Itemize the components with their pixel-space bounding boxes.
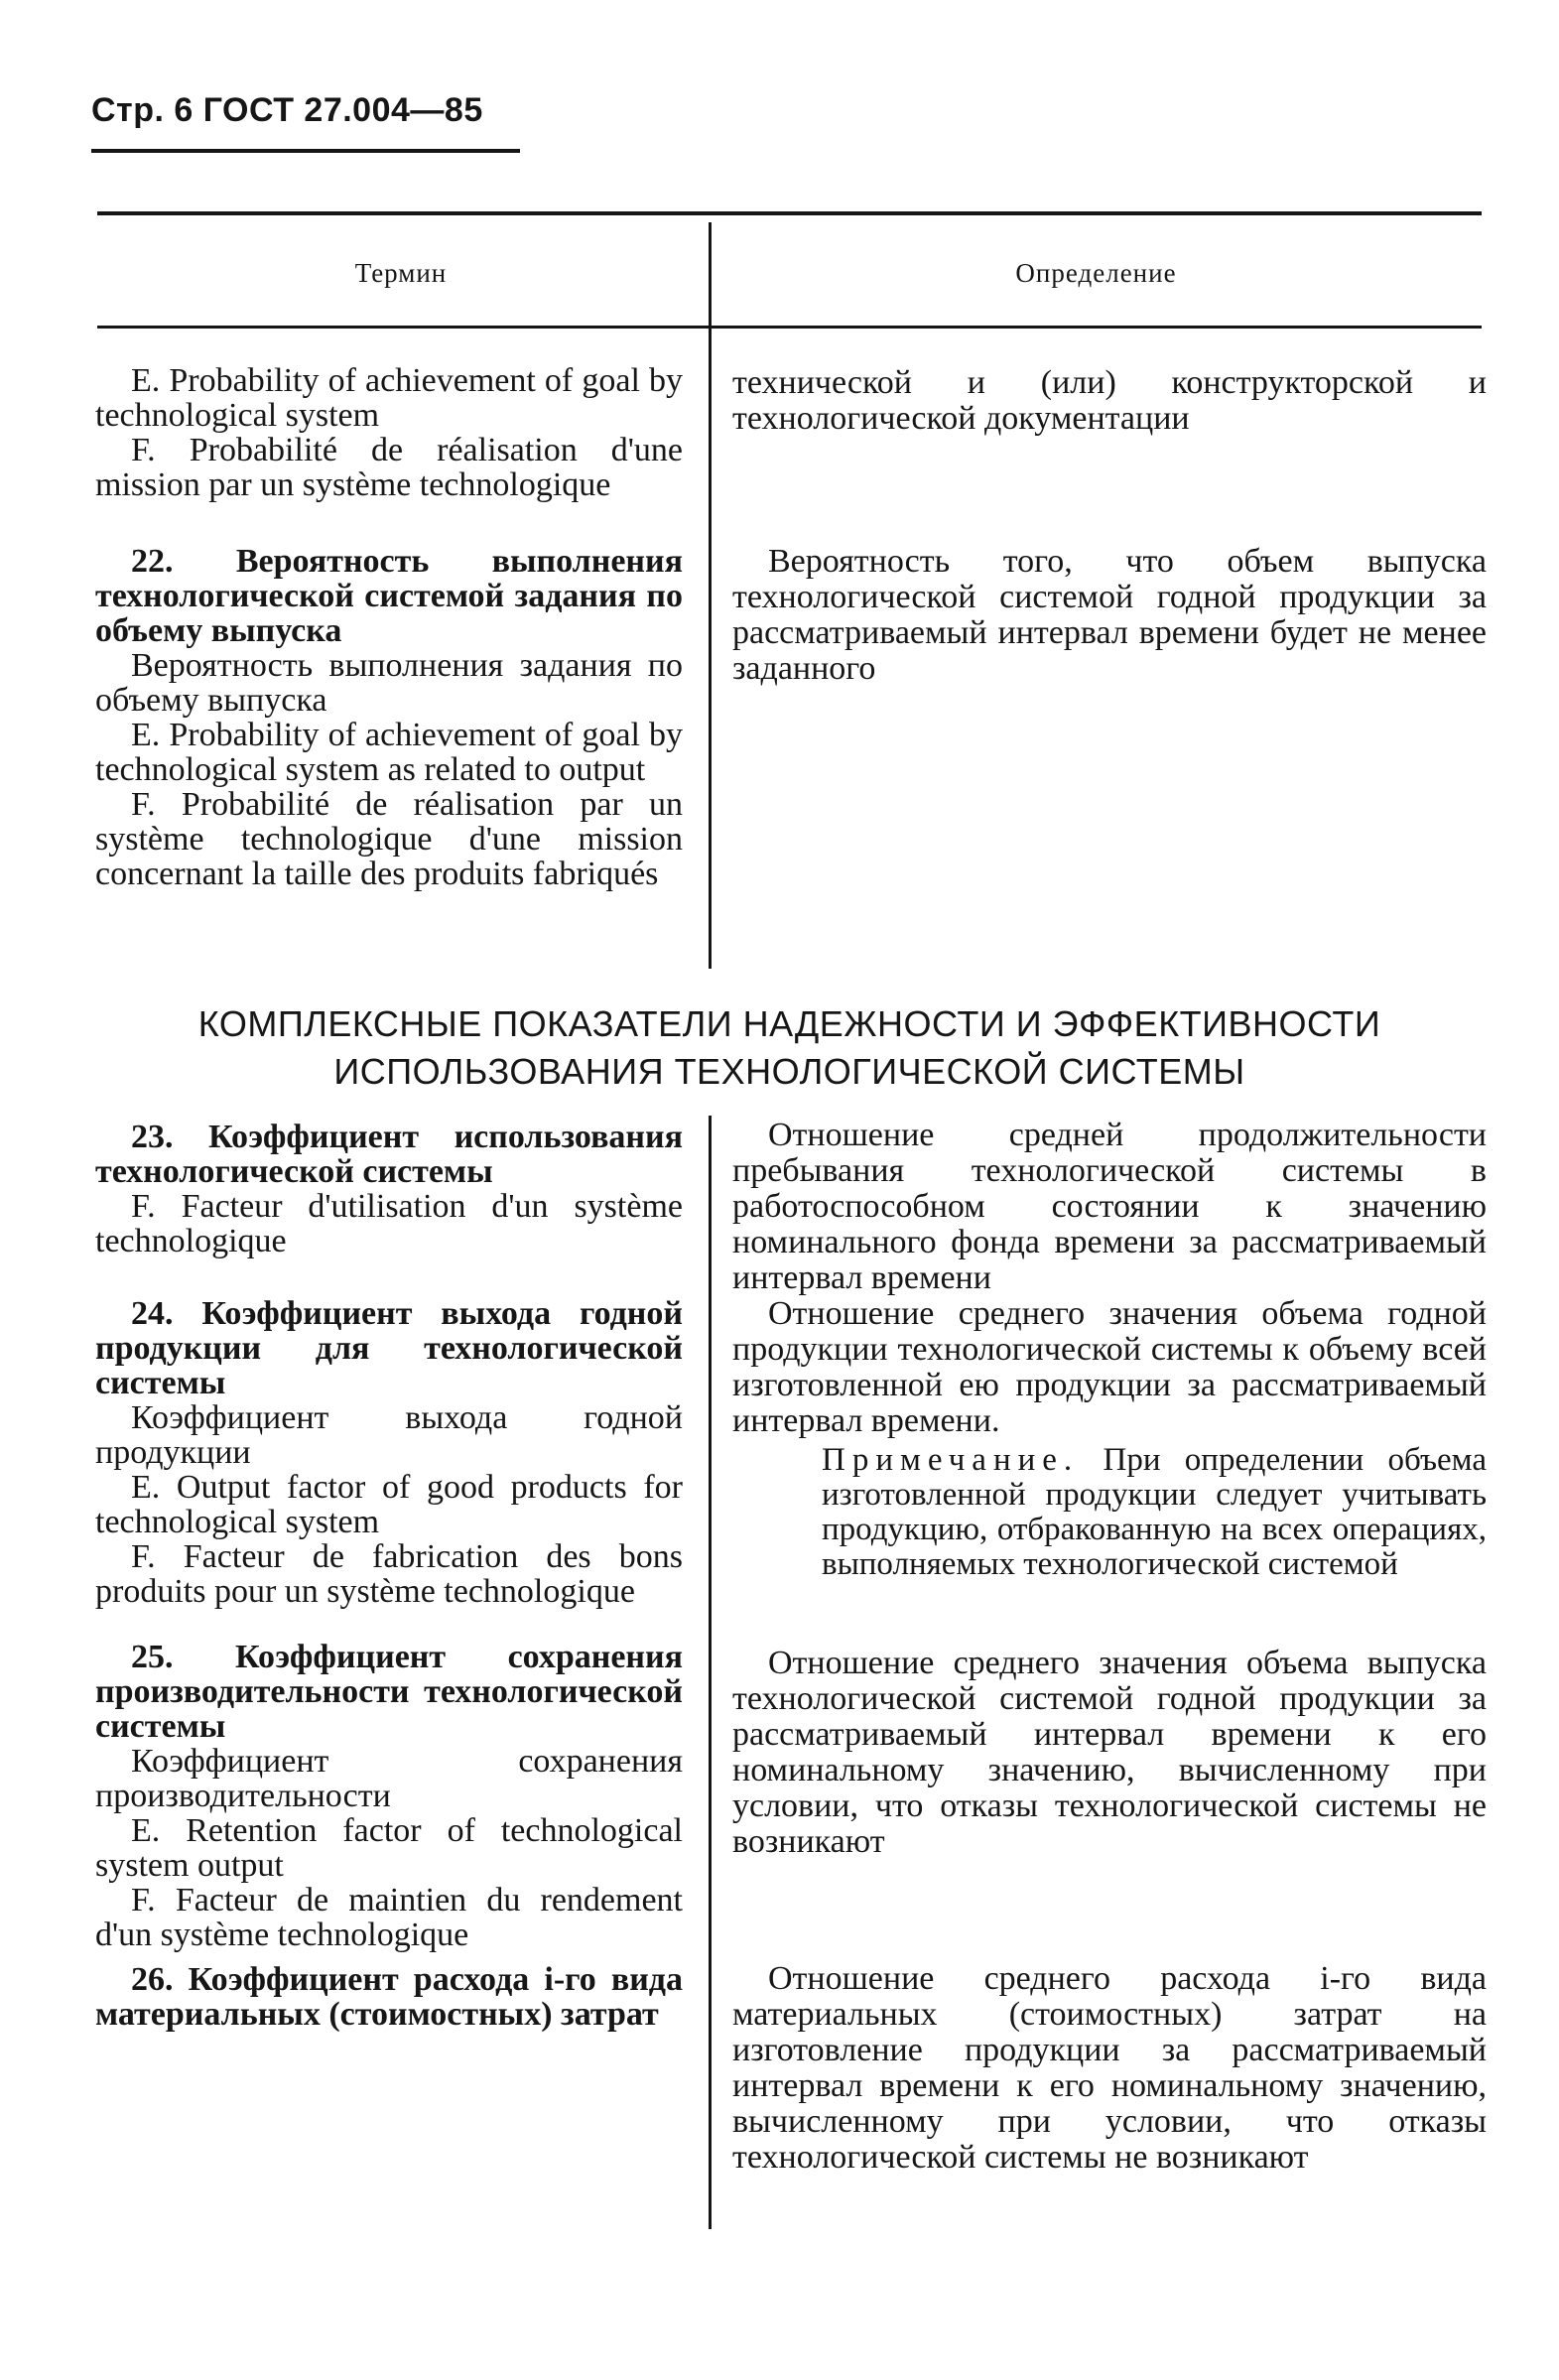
- section-heading: [97, 1000, 1482, 1096]
- block1-right: [732, 365, 1487, 437]
- block1-french: F. Probabilité de réalisation d'une mission par un système technologique: [95, 432, 683, 503]
- term-25-title: 25. Коэффициент сохранения производительности технологической системы: [95, 1639, 683, 1745]
- block1-english: E. Probability of achievement of goal by technological system: [95, 362, 683, 434]
- term-22-definition-block: [732, 544, 1487, 687]
- block1-definition-tail: технической и (или) конструкторской и технологической документации: [732, 364, 1487, 437]
- header-underline: [91, 149, 520, 153]
- term-26-definition: Отношение среднего расхода i-го вида материальных (стоимостных) затрат на изготовление продукции за рассматриваемый интервал времени к его номинальному значению, вычисленному при условии, что отказы технологической системы не возникают: [732, 1960, 1487, 2176]
- term-26: [95, 1962, 683, 2032]
- term-24-note: [732, 1443, 1487, 1582]
- term-24-title: 24. Коэффициент выхода годной продукции для технологической системы: [95, 1295, 683, 1401]
- term-23-title: 23. Коэффициент использования технологической системы: [95, 1119, 683, 1190]
- term-24-definition-block: [732, 1296, 1487, 1582]
- term-26-definition-block: [732, 1961, 1487, 2176]
- term-23-definition-block: [732, 1118, 1487, 1296]
- term-23: [95, 1120, 683, 1258]
- column-divider-top: [709, 222, 712, 969]
- term-22: [95, 544, 683, 891]
- table-top-rule: [97, 211, 1482, 215]
- term-24-synonym: Коэффициент выхода годной продукции: [95, 1399, 683, 1471]
- term-25-french: F. Facteur de maintien du rendement d'un système technologique: [95, 1882, 683, 1953]
- term-24: [95, 1296, 683, 1609]
- term-25-synonym: Коэффициент сохранения производительности: [95, 1743, 683, 1814]
- section-heading-line1: КОМПЛЕКСНЫЕ ПОКАЗАТЕЛИ НАДЕЖНОСТИ И ЭФФЕКТИВНОСТИ: [197, 1003, 1381, 1044]
- term-22-english: E. Probability of achievement of goal by technological system as related to output: [95, 717, 683, 788]
- term-25-definition: Отношение среднего значения объема выпуска технологической системой годной продукции за рассматриваемый интервал времени к его номинальному значению, вычисленному при условии, что отказы технологической системы не возникают: [732, 1645, 1487, 1860]
- term-24-note-label: Примечание.: [822, 1442, 1080, 1478]
- term-22-definition: Вероятность того, что объем выпуска технологической системой годной продукции за рассматриваемый интервал времени будет не менее заданного: [732, 543, 1487, 687]
- term-23-definition: Отношение средней продолжительности пребывания технологической системы в работоспособном состоянии к значению номинального фонда времени за рассматриваемый интервал времени: [732, 1117, 1487, 1296]
- term-24-french: F. Facteur de fabrication des bons produits pour un système technologique: [95, 1538, 683, 1610]
- term-22-french: F. Probabilité de réalisation par un système technologique d'une mission concernant la taille des produits fabriqués: [95, 786, 683, 892]
- term-22-title: 22. Вероятность выполнения технологической системой задания по объему выпуска: [95, 543, 683, 649]
- header-rule: [97, 326, 1482, 329]
- term-25-definition-block: [732, 1646, 1487, 1860]
- term-24-definition: Отношение среднего значения объема годной продукции технологической системы к объему всей изготовленной ею продукции за рассматриваемый интервал времени.: [732, 1295, 1487, 1439]
- term-23-french: F. Facteur d'utilisation d'un système technologique: [95, 1188, 683, 1259]
- column-header-definition: Определение: [1015, 258, 1177, 288]
- block1-left: [95, 363, 683, 502]
- column-header-term: Термин: [354, 258, 448, 288]
- section-heading-line2: ИСПОЛЬЗОВАНИЯ ТЕХНОЛОГИЧЕСКОЙ СИСТЕМЫ: [333, 1051, 1245, 1092]
- term-25-english: E. Retention factor of technological system output: [95, 1812, 683, 1884]
- term-26-title: 26. Коэффициент расхода i-го вида материальных (стоимостных) затрат: [95, 1961, 683, 2033]
- term-24-note-text: При определении объема изготовленной продукции следует учитывать продукцию, отбракованную на всех операциях, выполняемых технологической системой: [822, 1442, 1487, 1582]
- page-header: Стр. 6 ГОСТ 27.004—85: [91, 91, 483, 129]
- column-divider-bottom: [709, 1116, 712, 2229]
- term-22-synonym: Вероятность выполнения задания по объему выпуска: [95, 647, 683, 719]
- term-25: [95, 1640, 683, 1952]
- term-24-english: E. Output factor of good products for technological system: [95, 1469, 683, 1540]
